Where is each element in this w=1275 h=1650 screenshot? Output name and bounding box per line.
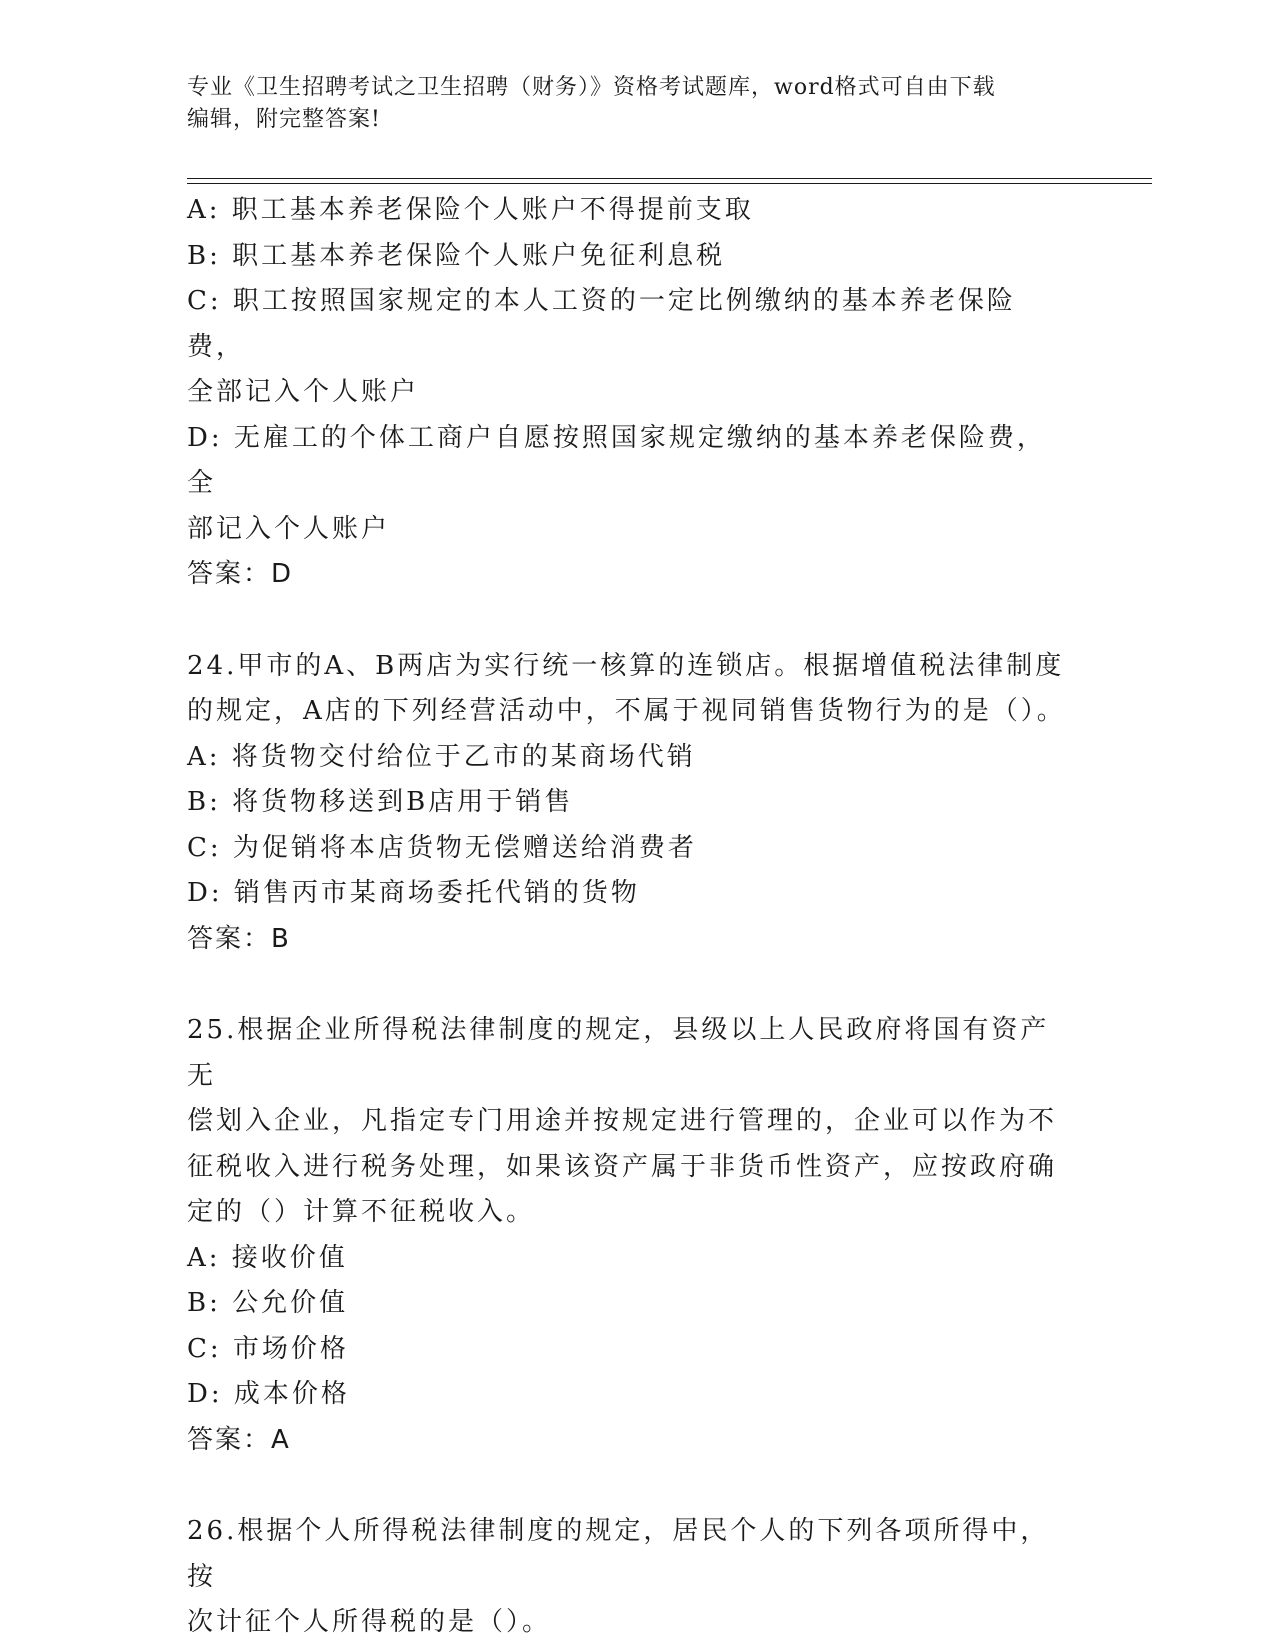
option-d: D: 成本价格	[187, 1379, 350, 1409]
option-b: B: 将货物移送到B店用于销售	[187, 787, 574, 817]
question-26-stem-line-2: 次计征个人所得税的是（）。	[187, 1607, 552, 1637]
option-b: B: 职工基本养老保险个人账户免征利息税	[187, 240, 726, 271]
option-d-line-2: 部记入个人账户	[187, 513, 391, 544]
question-24-stem-line-1: 24.甲市的A、B两店为实行统一核算的连锁店。根据增值税法律制度	[187, 650, 1065, 681]
spacer	[187, 1463, 1067, 1509]
option-c-line-1: C: 职工按照国家规定的本人工资的一定比例缴纳的基本养老保险费，	[187, 286, 1016, 362]
question-23-options	[187, 188, 1067, 598]
question-25-stem-line-4: 定的（）计算不征税收入。	[187, 1197, 536, 1227]
question-25	[187, 1008, 1067, 1463]
question-26-stem-line-1: 26.根据个人所得税法律制度的规定，居民个人的下列各项所得中，按	[187, 1516, 1050, 1592]
header-line-2: 编辑，附完整答案!	[187, 107, 381, 132]
question-24-stem-line-2: 的规定，A店的下列经营活动中，不属于视同销售货物行为的是（）。	[187, 696, 1066, 726]
question-content	[187, 188, 1067, 1646]
option-a: A: 将货物交付给位于乙市的某商场代销	[187, 741, 696, 772]
option-c-line-2: 全部记入个人账户	[187, 377, 420, 407]
spacer	[187, 962, 1067, 1008]
option-a: A: 接收价值	[187, 1242, 348, 1273]
question-25-stem-line-3: 征税收入进行税务处理，如果该资产属于非货币性资产，应按政府确	[187, 1151, 1058, 1182]
header-divider-bottom	[187, 183, 1152, 184]
answer-23: 答案：D	[187, 559, 294, 589]
question-25-stem-line-1: 25.根据企业所得税法律制度的规定，县级以上人民政府将国有资产无	[187, 1015, 1050, 1091]
answer-25: 答案：A	[187, 1424, 291, 1455]
option-a: A: 职工基本养老保险个人账户不得提前支取	[187, 195, 754, 225]
option-d-line-1: D: 无雇工的个体工商户自愿按照国家规定缴纳的基本养老保险费，全	[187, 422, 1046, 498]
answer-24: 答案：B	[187, 923, 291, 954]
option-b: B: 公允价值	[187, 1288, 349, 1318]
question-26	[187, 1509, 1067, 1646]
document-header	[187, 72, 1067, 136]
option-c: C: 为促销将本店货物无偿赠送给消费者	[187, 832, 697, 863]
question-25-stem-line-2: 偿划入企业，凡指定专门用途并按规定进行管理的，企业可以作为不	[187, 1106, 1058, 1136]
option-c: C: 市场价格	[187, 1333, 349, 1364]
spacer	[187, 598, 1067, 644]
header-line-1: 专业《卫生招聘考试之卫生招聘（财务）》资格考试题库，word格式可自由下载	[187, 75, 996, 100]
option-d: D: 销售丙市某商场委托代销的货物	[187, 878, 640, 908]
question-24	[187, 644, 1067, 963]
header-divider-top	[187, 178, 1152, 179]
